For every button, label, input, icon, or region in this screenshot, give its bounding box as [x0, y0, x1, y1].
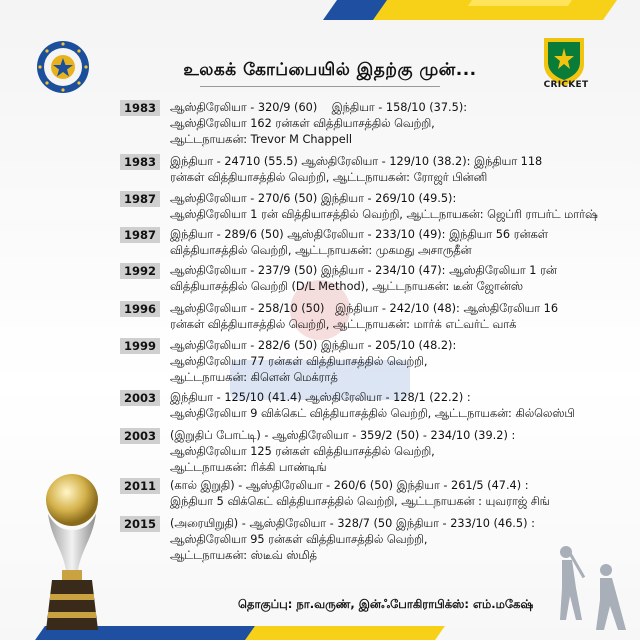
title-underline: [200, 86, 440, 87]
year-badge: 2003: [120, 390, 160, 406]
match-summary: இந்தியா - 125/10 (41.4) ஆஸ்திரேலியா - 128/1 (22.2) : ஆஸ்திரேலியா 9 விக்கெட் வித்தியாசத்தில் வெற்றி, ஆட்டநாயகன்: கில்லெஸ்பி: [170, 391, 575, 420]
match-summary: (கால் இறுதி) - ஆஸ்திரேலியா - 260/6 (50) இந்தியா - 261/5 (47.4) : இந்தியா 5 விக்கெட் வித்தியாசத்தில் வெற்றி, ஆட்டநாயகன் : யுவராஜ் சிங்: [170, 479, 550, 508]
year-badge: 2003: [120, 428, 160, 444]
credits-text: தொகுப்பு: நா.வருண், இன்ஃபோகிராபிக்ஸ்: எம்.மகேஷ்: [238, 597, 534, 611]
match-summary: ஆஸ்திரேலியா - 237/9 (50) இந்தியா - 234/10 (47): ஆஸ்திரேலியா 1 ரன் வித்தியாசத்தில் வெற்றி (D/L Method), ஆட்டநாயகன்: டீன் ஜோன்ஸ்: [170, 264, 557, 293]
bottom-stripe-yellow: [245, 626, 445, 640]
year-badge: 1983: [120, 154, 160, 170]
match-summary: (அரையிறுதி) - ஆஸ்திரேலியா - 328/7 (50 இந்தியா - 233/10 (46.5) : ஆஸ்திரேலியா 95 ரன்கள் வித்தியாசத்தில் வெற்றி, ஆட்டநாயகன்: ஸ்டீவ் ஸ்மித்: [170, 517, 535, 562]
year-badge: 2015: [120, 516, 160, 532]
year-badge: 1987: [120, 191, 160, 207]
year-badge: 1983: [120, 100, 160, 116]
year-badge: 1999: [120, 338, 160, 354]
year-badge: 1992: [120, 263, 160, 279]
match-summary: ஆஸ்திரேலியா - 320/9 (60) இந்தியா - 158/10 (37.5): ஆஸ்திரேலியா 162 ரன்கள் வித்தியாசத்தில் வெற்றி, ஆட்டநாயகன்: Trevor M Chappell: [170, 101, 468, 146]
match-summary: ஆஸ்திரேலியா - 258/10 (50) இந்தியா - 242/10 (48): ஆஸ்திரேலியா 16 ரன்கள் வித்தியாசத்தில் வெற்றி, ஆட்டநாயகன்: மார்க் எட்வர்ட் வாக்: [170, 302, 559, 331]
cricket-players-silhouette-icon: [548, 540, 628, 636]
year-badge: 2011: [120, 478, 160, 494]
page-title: உலகக் கோப்பையில் இதற்கு முன்...: [183, 60, 477, 80]
year-badge: 1987: [120, 227, 160, 243]
match-summary: இந்தியா - 289/6 (50) ஆஸ்திரேலியா - 233/10 (49): இந்தியா 56 ரன்கள் வித்தியாசத்தில் வெற்றி, ஆட்டநாயகன்: முகமது அசாருதீன்: [170, 228, 548, 257]
bcci-logo-icon: [36, 40, 90, 94]
match-summary: (இறுதிப் போட்டி) - ஆஸ்திரேலியா - 359/2 (50) - 234/10 (39.2) : ஆஸ்திரேலியா 125 ரன்கள் வித்தியாசத்தில் வெற்றி, ஆட்டநாயகன்: ரிக்கி பாண்டிங்: [170, 429, 516, 474]
match-summary: இந்தியா - 24710 (55.5) ஆஸ்திரேலியா - 129/10 (38.2): இந்தியா 118 ரன்கள் வித்தியாசத்தில் வெற்றி, ஆட்டநாயகன்: ரோஜர் பின்னி: [170, 155, 543, 184]
cricket-australia-label: CRICKET: [543, 80, 589, 90]
top-stripe-yellow-accent: [468, 0, 572, 6]
match-summary: ஆஸ்திரேலியா - 282/6 (50) இந்தியா - 205/10 (48.2): ஆஸ்திரேலியா 77 ரன்கள் வித்தியாசத்தில் வெற்றி, ஆட்டநாயகன்: கிளென் மெக்ராத்: [170, 339, 457, 384]
world-cup-trophy-icon: [22, 470, 122, 638]
year-badge: 1996: [120, 301, 160, 317]
match-summary: ஆஸ்திரேலியா - 270/6 (50) இந்தியா - 269/10 (49.5): ஆஸ்திரேலியா 1 ரன் வித்தியாசத்தில் வெற்றி, ஆட்டநாயகன்: ஜெப்ரி ராபர்ட் மார்ஷ்: [170, 192, 598, 221]
